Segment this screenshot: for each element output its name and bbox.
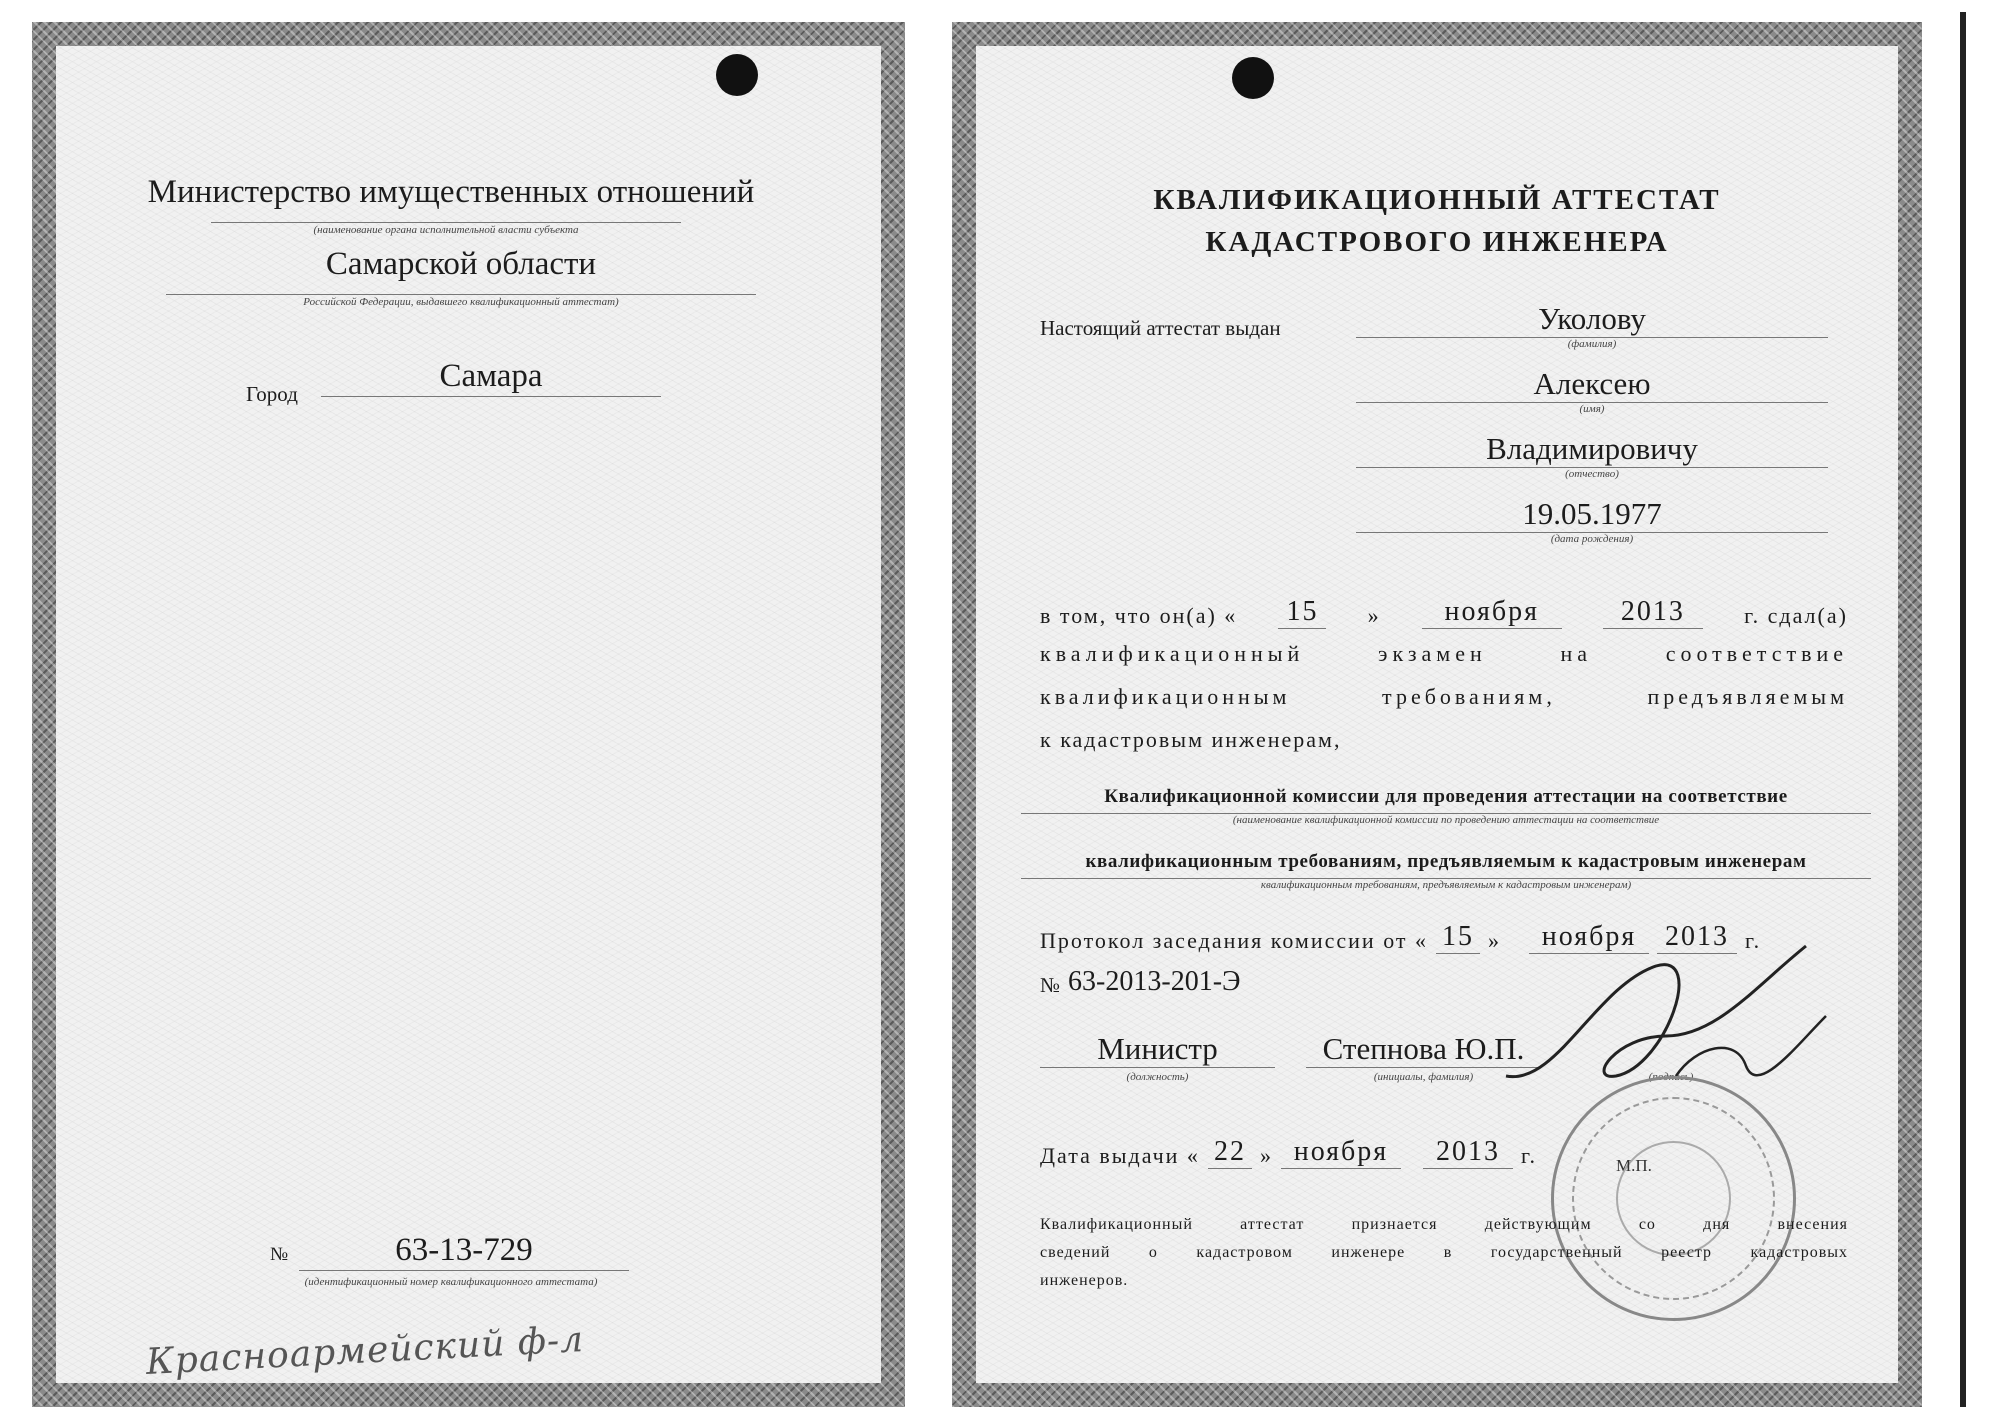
commission-line-1: Квалификационной комиссии для проведения аттестации на соответствие [1104,786,1788,807]
protocol-number-line [1040,966,1241,998]
issuer-line-1: Министерство имущественных отношений [147,174,755,210]
patronymic-value: Владимировичу [1356,431,1828,468]
left-page [32,22,905,1407]
punch-hole [1232,57,1274,99]
footer-line-3: инженеров. [1040,1272,1129,1289]
issuer-hint-2: Российской Федерации, выдавшего квалификационный аттестат) [166,294,756,308]
certificate-number-hint: (идентификационный номер квалификационного аттестата) [304,1276,598,1288]
issue-day: 22 [1208,1136,1252,1169]
exam-line-3: квалификационным требованиям, предъявляемым [1040,684,1848,709]
issuer-line-2: Самарской области [325,246,597,282]
issuer-hint-1: (наименование органа исполнительной власти субъекта [211,222,681,236]
exam-line-4: к кадастровым инженерам, [1040,727,1342,752]
city-label: Город [246,382,298,406]
city-value: Самара [321,356,661,397]
punch-hole [716,54,758,96]
issue-year: 2013 [1423,1136,1513,1169]
signer-name-hint: (инициалы, фамилия) [1373,1071,1474,1083]
surname-value: Уколову [1356,301,1828,338]
protocol-number-label: № [1040,973,1061,997]
protocol-label: Протокол заседания комиссии от « [1040,928,1429,953]
certificate-number-label: № [270,1244,289,1265]
birth-date-value: 19.05.1977 [1356,496,1828,533]
right-page [952,22,1922,1407]
signer-name: Степнова Ю.П. [1306,1031,1541,1068]
commission-line-2: квалификационным требованиям, предъявляемым к кадастровым инженерам [1085,851,1807,872]
handwritten-note: Красноармейский ф-л [144,1319,585,1383]
commission-hint-2: квалификационным требованиям, предъявляемым к кадастровым инженерам) [1021,878,1871,891]
certificate-title-line-1: КВАЛИФИКАЦИОННЫЙ АТТЕСТАТ [1153,184,1721,216]
protocol-month: ноября [1529,921,1649,954]
certificate-number: 63-13-729 [299,1230,629,1271]
exam-month: ноября [1422,596,1562,629]
protocol-year: 2013 [1657,921,1737,954]
issue-month: ноября [1281,1136,1401,1169]
exam-day: 15 [1278,596,1326,629]
footer-line-1: Квалификационный аттестат признается действующим со дня внесения [1040,1216,1848,1233]
issue-suffix: г. [1520,1143,1537,1168]
first-name-hint: (имя) [1579,403,1605,415]
certificate-title-line-2: КАДАСТРОВОГО ИНЖЕНЕРА [1205,226,1669,258]
protocol-day-close: » [1488,928,1502,953]
exam-suffix: г. сдал(а) [1744,603,1848,628]
exam-line-2: квалификационный экзамен на соответствие [1040,641,1848,666]
scan-edge-line [1960,12,1966,1407]
stamp-label: М.П. [1616,1156,1652,1175]
signature-hint: (подпись) [1648,1071,1694,1083]
issue-day-close: » [1259,1143,1273,1168]
first-name-value: Алексею [1356,366,1828,403]
signer-position-hint: (должность) [1126,1071,1189,1083]
patronymic-hint: (отчество) [1565,468,1619,480]
birth-date-hint: (дата рождения) [1550,533,1634,545]
surname-hint: (фамилия) [1567,338,1617,350]
issued-to-label: Настоящий аттестат выдан [1040,316,1281,340]
right-page-body [976,46,1898,1383]
protocol-number: 63-2013-201-Э [1068,966,1241,997]
protocol-day: 15 [1436,921,1480,954]
exam-year: 2013 [1603,596,1703,629]
exam-prefix: в том, что он(а) « [1040,603,1238,628]
footer-line-2: сведений о кадастровом инженере в государственный реестр кадастровых [1040,1244,1848,1261]
issue-label: Дата выдачи « [1040,1143,1200,1168]
left-page-body [56,46,881,1383]
exam-day-close: » [1367,603,1381,628]
signer-position: Министр [1040,1031,1275,1068]
issue-date-line [1040,1136,1537,1169]
protocol-suffix: г. [1745,928,1762,953]
commission-hint-1: (наименование квалификационной комиссии по проведению аттестации на соответствие [1021,813,1871,826]
exam-date-line [1040,596,1848,629]
